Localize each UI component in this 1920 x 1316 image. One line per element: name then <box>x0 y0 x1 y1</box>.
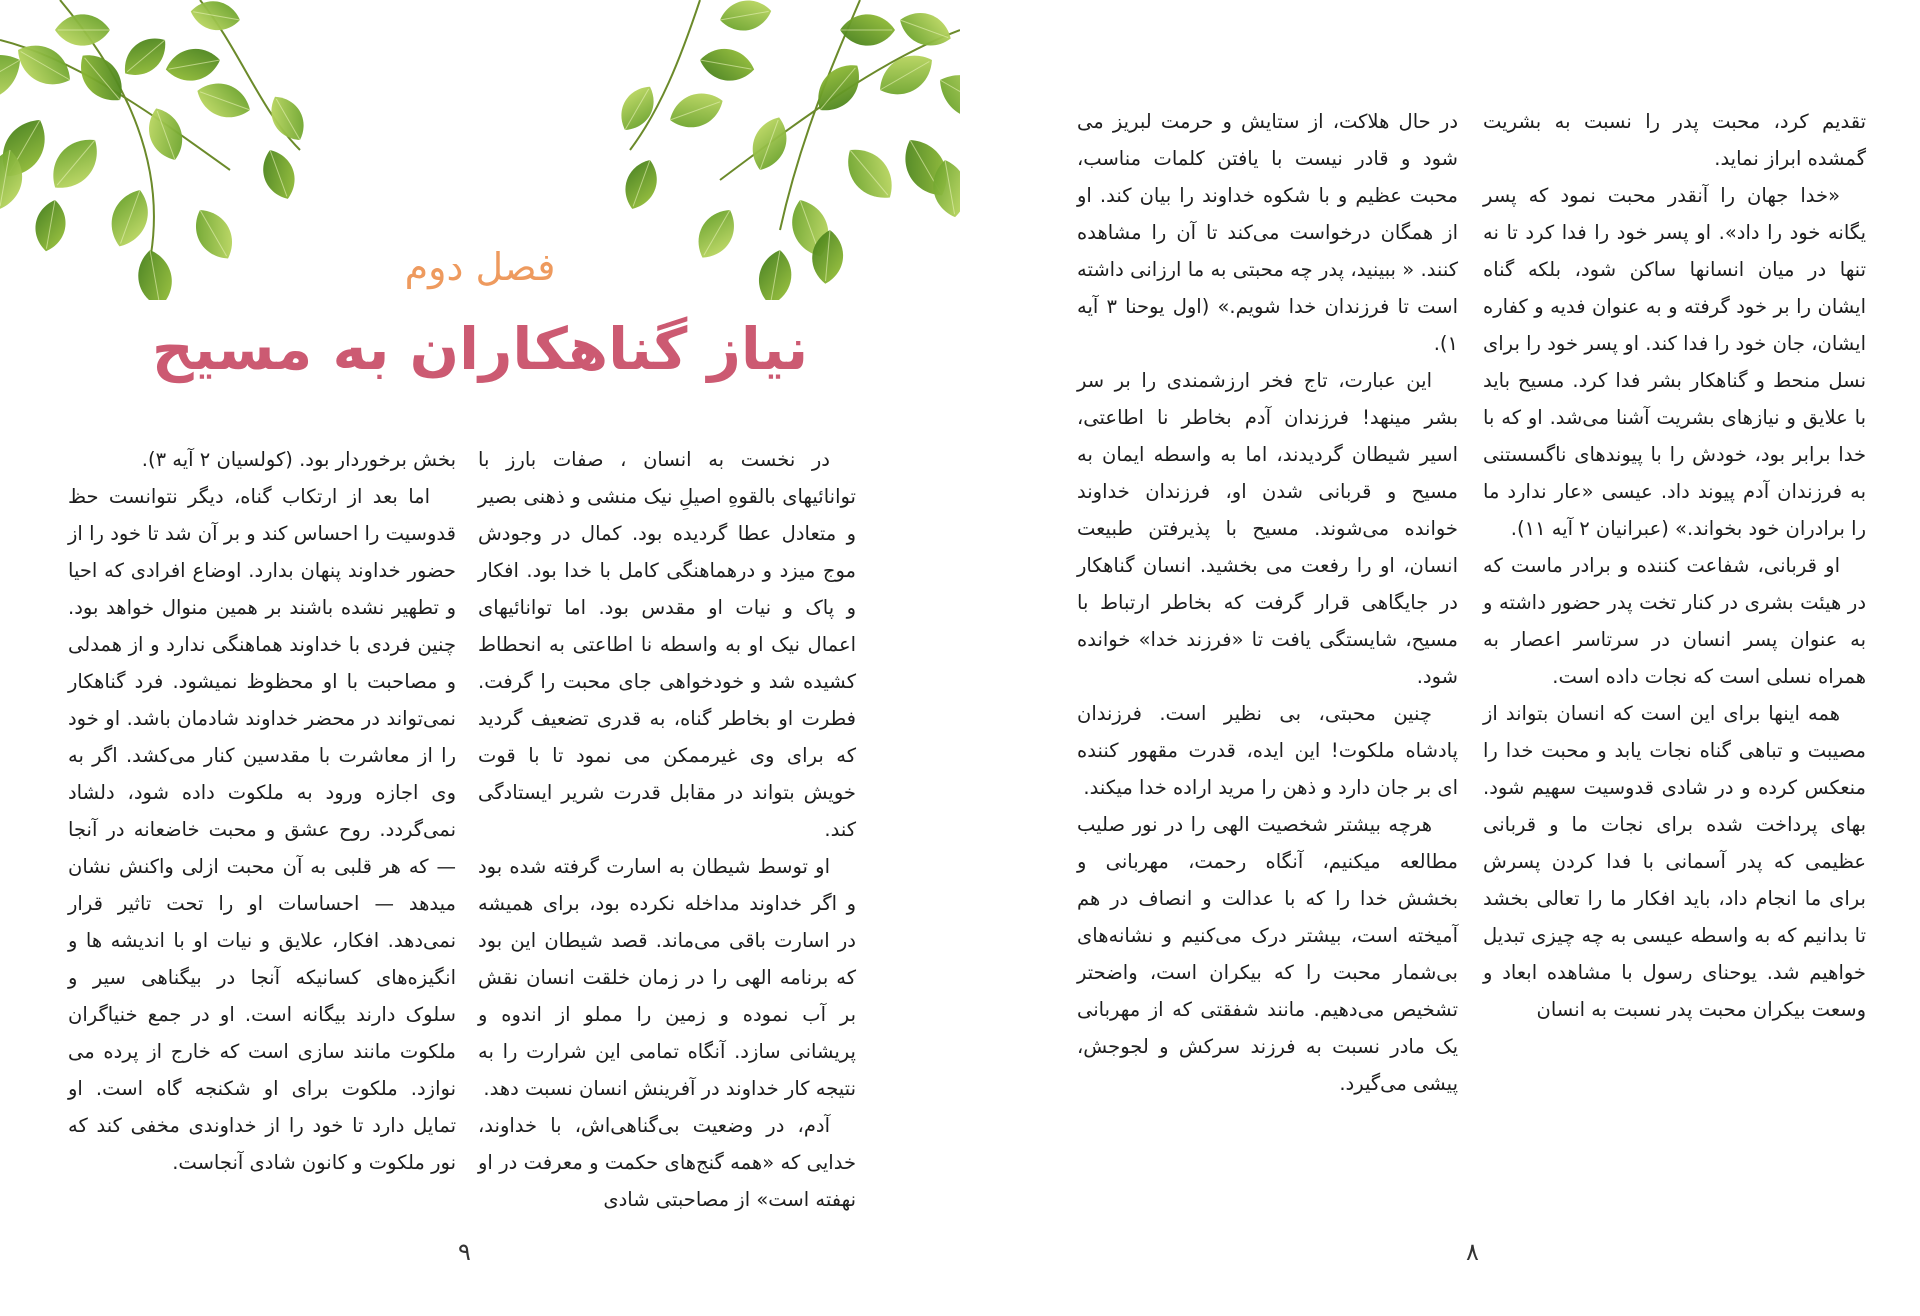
leaf-vein <box>940 80 960 112</box>
left-page-column-left <box>68 441 456 1181</box>
paragraph: هرچه بیشتر شخصیت الهی را در نور صلیب مطالعه میکنیم، آنگاه رحمت، مهربانی و بخشش خدا را که با عدالت و انصاف در هم آمیخته است، بیشتر درک می‌کنیم و نشانه‌های بی‌شمار محبت را که بیکران است، واضحتر تشخیص می‌دهیم. مانند شفقتی که از مهربانی یک مادر نسبت به فرزند سرکش و لجوجش، پیشی می‌گیرد. <box>1077 813 1458 1095</box>
leaf-shape <box>256 145 302 204</box>
leaf-shape <box>263 90 313 148</box>
paragraph: در نخست به انسان ، صفات بارز با توانائیهای بالقوهِ اصیلِ نیک منشی و ذهنی بصیر و متعادل عطا گردیده بود. کمال در وجودش موج میزد و درهماهنگی کامل با خدا بود. افکار و پاک و نیات او مقدس بود. اما توانائیهای اعمال نیک او به واسطه نا اطاعتی به انحطاط کشیده شد و خودخواهی جای محبت را گرفت. فطرت او بخاطر گناه، به قدری تضعیف گردید که برای وی غیرممکن می نمود تا با قوت خویش بتواند در مقابل قدرت شریر ایستادگی کند. <box>478 448 856 841</box>
right-page-column-right <box>1483 103 1866 1028</box>
leaf-shape <box>807 55 870 121</box>
leaf-vein <box>880 62 929 91</box>
leaf-shape <box>836 139 903 209</box>
leaf-vein <box>910 140 940 193</box>
leaf-vein <box>276 99 300 140</box>
leaf-vein <box>200 92 250 110</box>
leaf-vein <box>0 150 10 206</box>
leaf-vein <box>21 52 70 81</box>
page-number: ۹ <box>458 1238 471 1266</box>
leaf-vein <box>9 120 40 173</box>
branch-stem <box>720 30 960 180</box>
paragraph: همه اینها برای این است که انسان بتواند از مصیبت و تباهی گناه نجات یابد و محبت خدا را منعکس کرده و در شادی قدوسیت سهیم شود. بهای پرداخت شده برای نجات ما و قربانی عظیمی که پدر آسمانی با فدا کردن پسرش برای ما انجام داد، باید افکار ما را تعالی بخشد تا بدانیم که به واسطه عیسی به چه چیزی تبدیل خواهیم شد. یوحنای رسول با مشاهده ابعاد و وسعت بیکران محبت پدر نسبت به انسان <box>1483 702 1866 1021</box>
leaf-vein <box>633 160 650 206</box>
leaf-vein <box>121 190 140 244</box>
leaf-shape <box>192 76 256 125</box>
paragraph: اما بعد از ارتکاب گناه، دیگر نتوانست حظ قدوسیت را احساس کند و بر آن شد تا خود را از حضور خداوند پنهان بدارد. اوضاع افرادی که احیا و تطهیر نشده باشند بر همین منوال خواهد بود. چنین فردی با خداوند هماهنگی ندارد و از همدلی و مصاحبت با او محظوظ نمیشود. فرد گناهکار نمی‌تواند در محضر خداوند شادمان باشد. او خود را از معاشرت با مقدسین کنار می‌کشد. اگر به وی اجازه ورود به ملکوت داده شود، دلشاد نمی‌گردد. روح عشق و محبت خاضعانه در آنجا — که هر قلبی به آن محبت ازلی واکنش نشان میدهد — احساسات او را تحت تاثیر قرار نمی‌دهد. افکار، علایق و نیات او با اندیشه ها و انگیزه‌های کسانیکه آنجا در بیگناهی سیر و سلوک دارند بیگانه است. او در جمع خنیاگران ملکوت مانند سازی است که خارج از پرده می نوازد. ملکوت برای او شکنجه گاه است. او تمایل دارد تا خود را از خداوندی مخفی کند که نور ملکوت و کانون شادی آنجاست. <box>68 485 456 1174</box>
leaf-shape <box>188 0 242 34</box>
paragraph: در حال هلاکت، از ستایش و حرمت لبریز می شود و قادر نیست با یافتن کلمات مناسب، محبت عظیم و با شکوه خداوند را بیان کند. او از همگان درخواست می‌کند تا آن را مشاهده کنند. « ببینید، پدر چه محبتی به ما ارزانی داشته است تا فرزندان خدا شویم.» (اول یوحنا ۳ آیه ۱). <box>1077 110 1458 355</box>
leaf-shape <box>9 35 78 95</box>
page-number: ۸ <box>1466 1238 1479 1266</box>
leaf-shape <box>141 103 189 165</box>
branch-stem <box>200 0 300 150</box>
leaf-vein <box>85 58 120 100</box>
leaf-vein <box>625 89 649 130</box>
branch-stem <box>0 40 230 170</box>
branch-stem <box>780 0 860 230</box>
leaf-vein <box>0 60 20 93</box>
leaf-vein <box>945 160 955 214</box>
paragraph: بخش برخوردار بود. (کولسیان ۲ آیه ۳). <box>141 448 456 471</box>
leaf-vein <box>900 20 948 38</box>
leaf-vein <box>820 68 855 110</box>
leaf-vein <box>193 12 240 20</box>
paragraph: این عبارت، تاج فخر ارزشمندی را بر سر بشر مینهد! فرزندان آدم بخاطر نا اطاعتی، اسیر شیطان گردیدند، اما به واسطه ایمان به مسیح و قربانی شدن او، فرزندان خداوند خوانده می‌شوند. مسیح با پذیرفتن طبیعت انسان، او را رفعت می بخشید. انسان گناهکار در جایگاهی قرار گرفت که بخاطر ارتباط با مسیح، شایستگی یافت تا «فرزند خدا» خوانده شود. <box>1077 369 1458 688</box>
leaf-shape <box>103 184 156 252</box>
leaf-vein <box>169 60 220 69</box>
paragraph: آدم، در وضعیت بی‌گناهی‌اش، با خداوند، خدایی که «همه گنج‌های حکمت و معرفت در او نهفته است» از مصاحبتی شادی <box>478 1114 856 1211</box>
leaf-vein <box>127 40 165 72</box>
leaf-shape <box>871 45 940 105</box>
leaf-shape <box>840 14 895 45</box>
paragraph: او قربانی، شفاعت کننده و برادر ماست که در هیئت بشری در کنار تخت پدر حضور داشته و به عنوان پسر انسان در سرتاسر اعصار به همراه نسلی است که نجات داده است. <box>1483 554 1866 688</box>
chapter-title: نیاز گناهکاران به مسیح <box>151 315 809 383</box>
leaf-shape <box>55 14 110 45</box>
leaf-vein <box>700 60 751 69</box>
leaf-shape <box>717 0 773 35</box>
branch-stem <box>60 0 154 260</box>
leaf-vein <box>850 150 888 195</box>
leaf-vein <box>157 111 175 160</box>
leaf-vein <box>760 120 778 170</box>
leaf-shape <box>70 45 133 111</box>
left-page-column-right <box>478 441 856 1218</box>
leaf-shape <box>930 63 960 131</box>
right-page-column-left <box>1077 103 1458 1102</box>
leaf-shape <box>895 6 956 53</box>
leaf-shape <box>116 29 175 85</box>
leaf-shape <box>665 86 729 135</box>
leaf-shape <box>0 147 27 212</box>
branch-stem <box>630 0 700 150</box>
paragraph: چنین محبتی، بی نظیر است. فرزندان پادشاه ملکوت! این ایده، قدرت مقهور کننده ای بر جان دارد و ذهن را مرید اراده خدا میکند. <box>1077 702 1458 799</box>
leaf-vein <box>720 11 769 20</box>
leaf-vein <box>670 102 720 120</box>
paragraph: تقدیم کرد، محبت پدر را نسبت به بشریت گمشده ابراز نماید. <box>1483 110 1866 170</box>
leaf-vein <box>270 150 287 196</box>
leaf-vein <box>57 140 95 185</box>
leaf-shape <box>613 80 663 138</box>
leaf-shape <box>697 45 757 85</box>
leaf-shape <box>745 112 794 176</box>
leaf-shape <box>929 157 960 220</box>
leaf-shape <box>163 45 223 85</box>
leaf-shape <box>894 131 958 205</box>
chapter-label: فصل دوم <box>404 245 556 289</box>
leaf-shape <box>42 129 109 199</box>
paragraph: او توسط شیطان به اسارت گرفته شده بود و اگر خداوند مداخله نکرده بود، برای همیشه در اسارت باقی می‌ماند. قصد شیطان این بود که برنامه الهی را در زمان خلقت انسان نقش بر آب نموده و زمین را مملو از اندوه و پریشانی سازد. آنگاه تمامی این شرارت را به نتیجه کار خداوند در آفرینش انسان نسبت دهد. <box>478 855 856 1100</box>
paragraph: «خدا جهان را آنقدر محبت نمود که پسر یگانه خود را داد». او پسر خود را فدا کرد تا نه تنها در میان انسانها ساکن شود، بلکه گناه ایشان را بر خود گرفته و به عنوان فدیه و کفاره ایشان، جان خود را فدا کند. او پسر خود را برای نسل منحط و گناهکار بشر فدا کرد. مسیح باید با علایق و نیازهای بشریت آشنا می‌شد. او که با خدا برابر بود، خودش را با پیوندهای ناگسستنی به فرزندان آدم پیوند داد. عیسی «عار ندارد ما را برادران خود بخواند.» (عبرانیان ۲ آیه ۱۱). <box>1483 184 1866 540</box>
leaf-shape <box>0 111 56 186</box>
leaf-vein <box>46 200 55 249</box>
leaf-shape <box>618 155 664 214</box>
leaf-shape <box>0 43 30 113</box>
